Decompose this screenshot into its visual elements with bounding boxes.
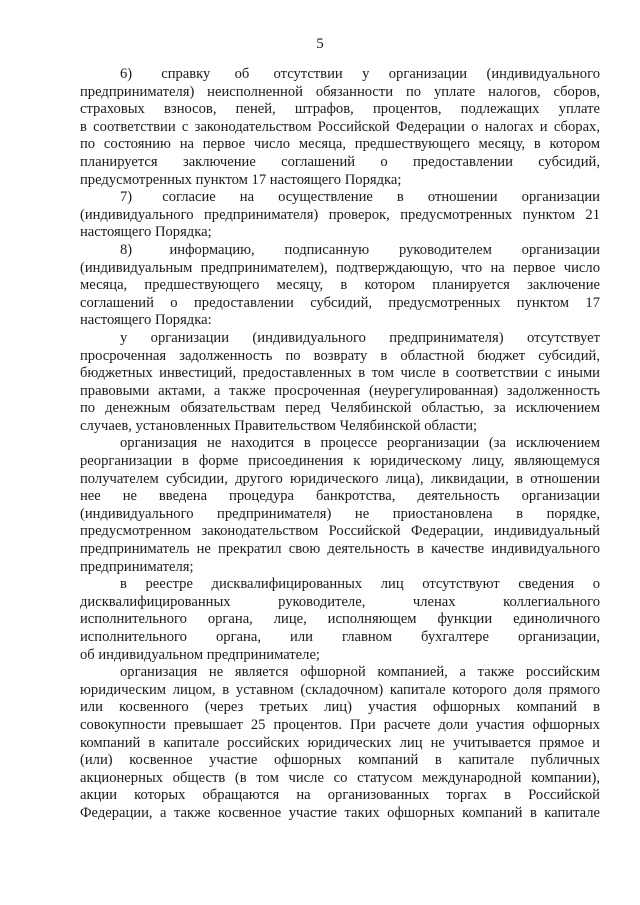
text-line: по денежным обязательствам перед Челябинской областью, за исключением	[80, 400, 600, 417]
paragraph	[80, 576, 600, 664]
text-line: Федерации, а также косвенное участие таких офшорных компаний в капитале	[80, 804, 600, 821]
text-line: организация не находится в процессе реорганизации (за исключением	[120, 435, 600, 452]
text-line: (индивидуального предпринимателя) не приостановлена в порядке,	[80, 505, 600, 522]
text-line: в соответствии с законодательством Российской Федерации о налогах и сборах,	[80, 118, 600, 135]
text-line: предприниматель не прекратил свою деятельность в качестве индивидуального	[80, 541, 600, 558]
text-line: страховых взносов, пеней, штрафов, процентов, подлежащих уплате	[80, 101, 600, 118]
text-line: (или) косвенное участие офшорных компаний в капитале публичных	[80, 752, 600, 769]
text-line: правовыми актами, а также просроченная (неурегулированная) задолженность	[80, 382, 600, 399]
text-line: предпринимателя;	[80, 558, 194, 575]
text-line: планируется заключение соглашений о предоставлении субсидий,	[80, 153, 600, 170]
paragraph	[80, 435, 600, 576]
text-line: предпринимателя) неисполненной обязанности по уплате налогов, сборов,	[80, 83, 600, 100]
text-line: случаев, установленных Правительством Челябинской области;	[80, 417, 478, 434]
text-line: у организации (индивидуального предпринимателя) отсутствует	[120, 329, 600, 346]
text-line: соглашений о предоставлении субсидий, предусмотренных пунктом 17	[80, 294, 600, 311]
text-line: исполнительного органа, лице, исполняющем функции единоличного	[80, 611, 600, 628]
paragraph	[80, 66, 600, 189]
paragraph	[80, 242, 600, 330]
text-line: дисквалифицированных руководителе, членах коллегиального	[80, 593, 600, 610]
text-line: нее не введена процедура банкротства, деятельность организации	[80, 488, 600, 505]
text-line: настоящего Порядка;	[80, 224, 212, 241]
document-body	[80, 66, 600, 823]
text-line: по состоянию на первое число месяца, предшествующего месяцу, в котором	[80, 136, 600, 153]
text-line: компаний в капитале российских юридических лиц не учитывается прямое и	[80, 734, 600, 751]
text-line: (индивидуального предпринимателя) проверок, предусмотренных пунктом 21	[80, 206, 600, 223]
text-line: совокупности превышает 25 процентов. При расчете доли участия офшорных	[80, 716, 600, 733]
text-line: исполнительного органа, или главном бухгалтере организации,	[80, 629, 600, 645]
paragraph	[80, 189, 600, 242]
text-line: просроченная задолженность по возврату в областной бюджет субсидий,	[80, 347, 600, 364]
text-line: предусмотренных пунктом 17 настоящего Порядка;	[80, 171, 402, 188]
text-line: об индивидуальном предпринимателе;	[80, 646, 320, 663]
text-line: 7) согласие на осуществление в отношении организации	[120, 189, 600, 206]
text-line: в реестре дисквалифицированных лиц отсутствуют сведения о	[120, 576, 600, 593]
text-line: юридическим лицом, в уставном (складочном) капитале которого доля прямого	[80, 681, 600, 698]
text-line: акционерных обществ (в том числе со статусом международной компании),	[80, 769, 600, 786]
paragraph	[80, 664, 600, 822]
text-line: 8) информацию, подписанную руководителем организации	[120, 241, 600, 258]
text-line: месяца, предшествующего месяцу, в котором планируется заключение	[80, 277, 600, 294]
text-line: бюджетных инвестиций, предоставленных в том числе в соответствии с иными	[80, 365, 600, 382]
text-line: настоящего Порядка:	[80, 312, 212, 329]
text-line: акции которых обращаются на организованных торгах в Российской	[80, 787, 600, 804]
text-line: или косвенного (через третьих лиц) участия офшорных компаний в	[80, 699, 600, 716]
text-line: 6) справку об отсутствии у организации (индивидуального	[120, 66, 600, 82]
text-line: получателем субсидии, другого юридического лица), ликвидации, в отношении	[80, 470, 600, 487]
text-line: предусмотренном законодательством Российской Федерации, индивидуальный	[80, 523, 600, 540]
text-line: реорганизации в форме присоединения к юридическому лицу, являющемуся	[80, 453, 600, 470]
text-line: организация не является офшорной компанией, а также российским	[120, 664, 600, 681]
paragraph	[80, 330, 600, 436]
text-line: (индивидуальным предпринимателем), подтверждающую, что на первое число	[80, 259, 600, 276]
page-number: 5	[316, 36, 324, 52]
